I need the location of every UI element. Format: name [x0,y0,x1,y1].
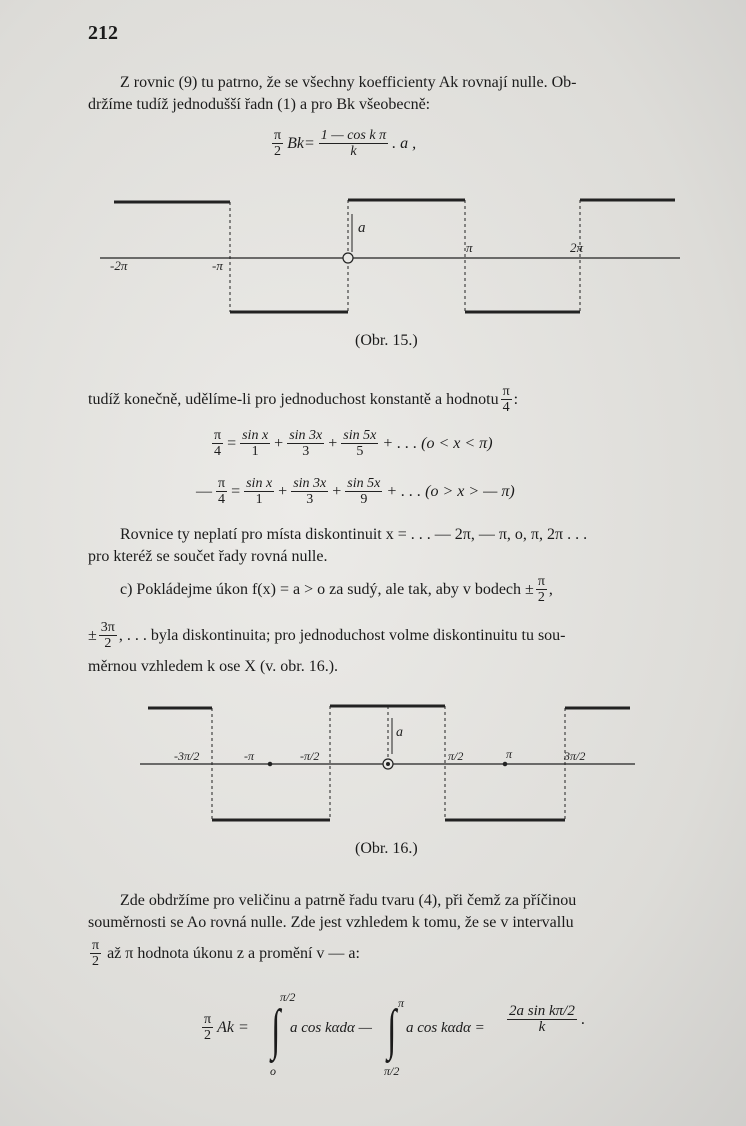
paragraph-1-line-1: Z rovnic (9) tu patrno, že se všechny koefficienty Ak rovnají nulle. Ob- [120,74,577,91]
numerator: π [502,384,510,399]
denominator: 4 [214,444,222,459]
paragraph-5-line-2: souměrnosti se Ao rovná nulle. Zde jest vzhledem k tomu, že se v intervallu [88,914,574,931]
plus-sign: + [332,482,342,500]
numerator: 2a sin kπ/2 [509,1003,575,1019]
formula-ak [200,1012,249,1043]
numerator: 1 — cos k π [320,128,387,143]
fraction [99,620,117,651]
formula-tail: . [580,1010,585,1028]
formula-bk [270,128,416,159]
denominator: 3 [302,444,310,459]
amplitude-label: a [358,220,366,236]
origin-marker [343,253,353,263]
numerator: 3π [100,620,115,635]
integral-1-lower-limit: o [270,1064,276,1078]
equals-sign: = [231,482,241,500]
tick-label: -2π [110,258,128,273]
integral-2-body: a cos kαdα = [406,1020,485,1036]
integral-2-lower-limit: π/2 [384,1064,400,1078]
numerator: sin x [242,428,269,443]
integral-2-upper-limit: π [398,996,405,1010]
paragraph-text: c) Pokládejme úkon f(x) = a > o za sudý, ale tak, aby v bodech ± [120,580,534,598]
paragraph-2 [88,384,518,415]
numerator: sin 5x [347,476,381,491]
amplitude-label: a [396,725,403,740]
page-number: 212 [88,22,118,44]
numerator: sin 3x [289,428,323,443]
plus-sign: + [274,434,284,452]
axis-point [268,762,272,766]
numerator: π [92,938,100,953]
fraction [202,1012,213,1043]
denominator: 4 [218,492,226,507]
axis-point [503,762,507,766]
denominator: 1 [255,492,263,507]
denominator: 3 [306,492,314,507]
paragraph-5-line-1: Zde obdržíme pro veličinu a patrně řadu tvaru (4), při čemž za příčinou [120,892,577,909]
numerator: π [274,128,282,143]
paragraph-4-line-2 [88,620,566,651]
fraction [212,428,223,459]
fraction [319,128,388,159]
denominator: 2 [104,636,112,651]
paragraph-tail: : [513,390,519,408]
paragraph-4-line-1 [120,574,553,605]
tick-label: -3π/2 [174,749,200,763]
fraction [501,384,512,415]
numerator: π [214,428,222,443]
tick-label: -π [212,258,223,273]
paragraph-text: tudíž konečně, udělíme-li pro jednoduchost konstantě a hodnotu [88,390,499,408]
denominator: 1 [251,444,259,459]
fraction [216,476,227,507]
integral-1-upper-limit: π/2 [280,990,296,1004]
origin-dot [387,763,390,766]
paragraph-tail: , [548,580,553,598]
tick-label: -π/2 [300,749,320,763]
denominator: 2 [274,144,282,159]
figure-15 [100,190,680,325]
paragraph-3-line-2: pro kteréž se součet řady rovná nulle. [88,548,328,565]
fraction [291,476,328,507]
plus-sign: + [278,482,288,500]
paragraph-4-line-3: měrnou vzhledem k ose X (v. obr. 16.). [88,658,339,675]
series-1 [210,428,493,459]
numerator: sin x [246,476,273,491]
numerator: π [537,574,545,589]
denominator: 5 [356,444,364,459]
numerator: sin 5x [343,428,377,443]
fraction [345,476,382,507]
denominator: 2 [204,1028,212,1043]
denominator: 2 [92,954,100,969]
fraction [272,128,283,159]
denominator: 4 [502,400,510,415]
numerator: π [204,1012,212,1027]
lhs-variable: Ak = [217,1018,249,1036]
tick-label: -π [244,749,255,763]
plus-sign: + [328,434,338,452]
tick-label: π/2 [448,749,464,763]
fraction [287,428,324,459]
integral-sign: ∫ [387,999,397,1061]
fraction [536,574,547,605]
series-tail: + . . . (o > x > — π) [386,482,515,500]
tick-label: π [466,240,473,255]
tick-label: π [506,747,513,761]
figure-16-caption: (Obr. 16.) [355,840,418,857]
paragraph-text: , . . . byla diskontinuita; pro jednoduchost volme diskontinuitu tu sou- [118,626,566,644]
tick-label: 3π/2 [564,749,586,763]
numerator: sin 3x [293,476,327,491]
formula-tail: . a , [392,134,417,152]
fraction [90,938,101,969]
denominator: 2 [537,590,545,605]
fraction [240,428,270,459]
paragraph-text: až π hodnota úkonu z a promění v — a: [107,944,360,962]
integral-1-body: a cos kαdα — [290,1020,372,1036]
paragraph-1-line-2: držíme tudíž jednodušší řadn (1) a pro Bk všeobecně: [88,96,431,113]
numerator: π [218,476,226,491]
figure-16 [140,696,640,826]
denominator: k [350,144,357,159]
lhs-variable: Bk= [287,134,315,152]
figure-15-caption: (Obr. 15.) [355,332,418,349]
formula-ak-rhs [505,1004,585,1035]
fraction [341,428,378,459]
integral-sign: ∫ [271,999,281,1061]
denominator: 9 [360,492,368,507]
plus-minus-sign: ± [88,626,97,644]
series-2 [196,476,515,507]
minus-sign: — [196,482,212,500]
series-tail: + . . . (o < x < π) [382,434,493,452]
equals-sign: = [227,434,237,452]
fraction [244,476,274,507]
tick-label: 2π [570,240,584,255]
fraction [507,1004,577,1035]
paragraph-5-line-3 [88,938,360,969]
paragraph-3-line-1: Rovnice ty neplatí pro místa diskontinuit x = . . . — 2π, — π, o, π, 2π . . . [120,526,588,543]
denominator: k [538,1019,546,1035]
